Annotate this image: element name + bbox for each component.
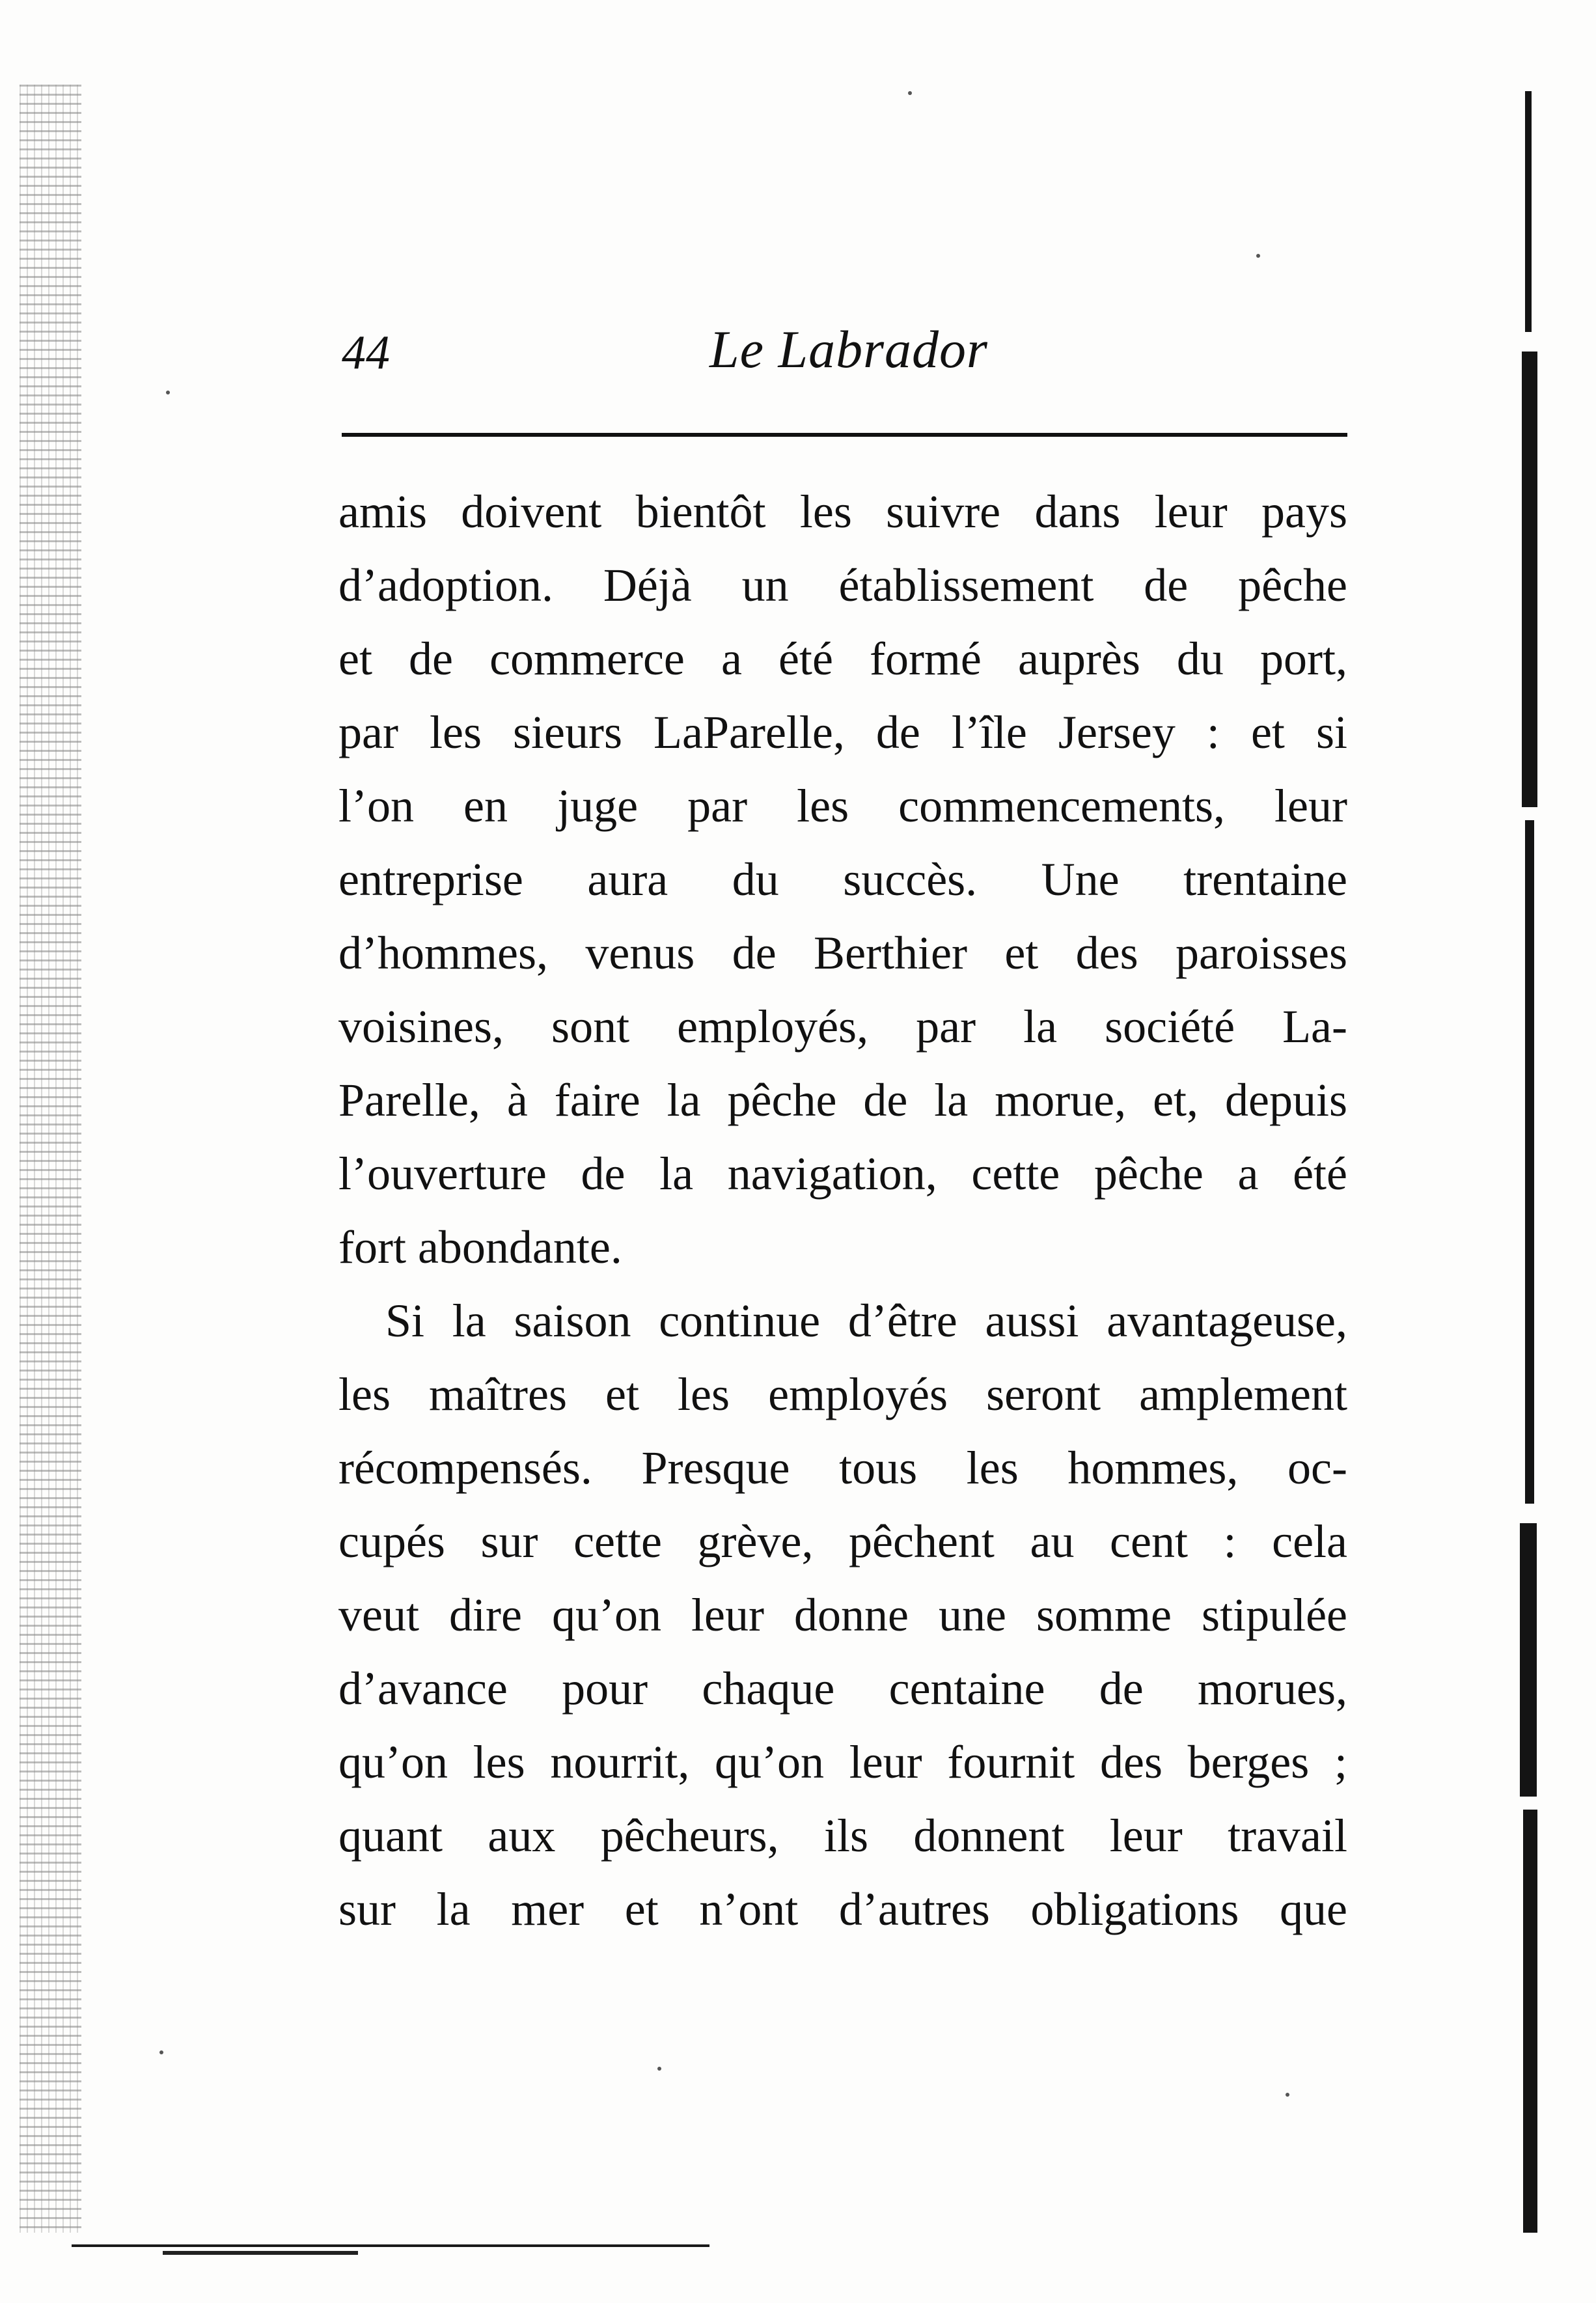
text-line: récompensés. Presque tous les hommes, oc- (338, 1442, 1347, 1494)
bottom-edge-rule (72, 2244, 709, 2247)
text-line: Parelle, à faire la pêche de la morue, et, depuis (338, 1074, 1347, 1126)
text-line: amis doivent bientôt les suivre dans leur pays (338, 486, 1347, 538)
text-line: qu’on les nourrit, qu’on leur fournit des berges ; (338, 1736, 1347, 1788)
text-line: l’ouverture de la navigation, cette pêche a été (338, 1148, 1347, 1200)
binding-edge-left (20, 85, 81, 2233)
paragraph (338, 1284, 1347, 1946)
bottom-edge-mark (163, 2251, 358, 2255)
edge-shadow (1523, 1810, 1537, 2233)
edge-shadow (1525, 820, 1534, 1504)
scan-speck (1256, 254, 1260, 258)
page-number: 44 (342, 326, 390, 379)
text-line: cupés sur cette grève, pêchent au cent : cela (338, 1515, 1347, 1567)
text-line: d’adoption. Déjà un établissement de pêche (338, 559, 1347, 611)
running-head (342, 306, 1347, 378)
edge-shadow (1520, 1523, 1537, 1797)
text-line: et de commerce a été formé auprès du port, (338, 633, 1347, 685)
scan-speck (908, 91, 912, 95)
text-line: entreprise aura du succès. Une trentaine (338, 853, 1347, 905)
paragraph (338, 475, 1347, 1284)
text-line: d’avance pour chaque centaine de morues, (338, 1662, 1347, 1715)
edge-shadow (1525, 91, 1532, 332)
header-rule (342, 433, 1347, 437)
text-line: Si la saison continue d’être aussi avantageuse, (385, 1295, 1347, 1347)
body-text (338, 475, 1347, 1946)
edge-shadow (1522, 352, 1537, 807)
text-line: les maîtres et les employés seront amplement (338, 1368, 1347, 1420)
text-line: d’hommes, venus de Berthier et des paroisses (338, 927, 1347, 979)
text-line: quant aux pêcheurs, ils donnent leur travail (338, 1810, 1347, 1862)
scan-speck (166, 391, 170, 394)
binding-edge-right (1520, 91, 1539, 2233)
text-line: veut dire qu’on leur donne une somme stipulée (338, 1589, 1347, 1641)
text-line: fort abondante. (338, 1221, 622, 1273)
text-line: l’on en juge par les commencements, leur (338, 780, 1347, 832)
scan-speck (159, 2050, 163, 2054)
scan-speck (657, 2067, 661, 2071)
scan-speck (1286, 2093, 1289, 2097)
text-line: voisines, sont employés, par la société La- (338, 1000, 1347, 1053)
text-line: sur la mer et n’ont d’autres obligations que (338, 1883, 1347, 1935)
running-title: Le Labrador (709, 320, 988, 379)
text-line: par les sieurs LaParelle, de l’île Jersey : et si (338, 706, 1347, 758)
